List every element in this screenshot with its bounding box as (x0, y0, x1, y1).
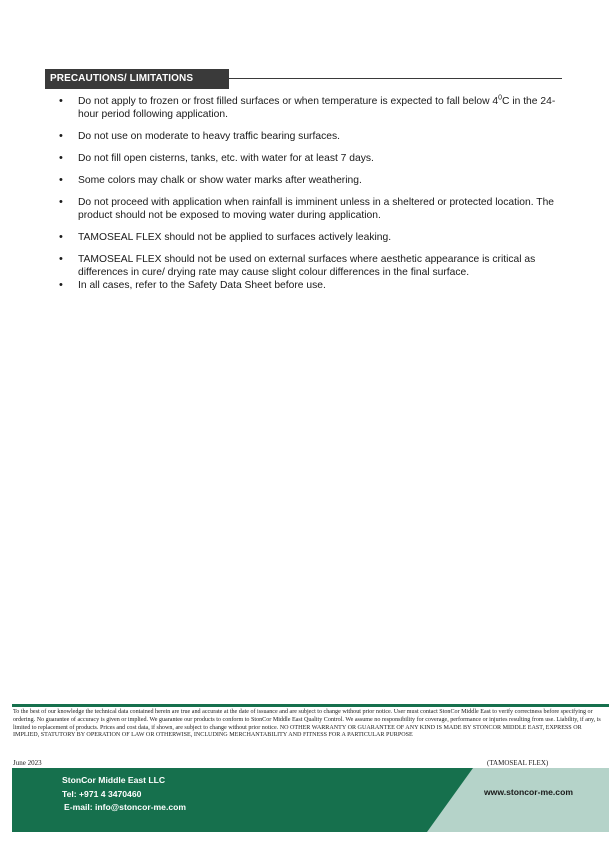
footer-band (12, 768, 609, 832)
list-item: • In all cases, refer to the Safety Data Sheet before use. (59, 279, 564, 292)
section-title: PRECAUTIONS/ LIMITATIONS (45, 69, 229, 89)
section-header (45, 69, 562, 89)
footer-divider (12, 704, 609, 707)
list-item: • Some colors may chalk or show water marks after weathering. (59, 174, 564, 187)
company-contact (62, 774, 186, 815)
list-item: • Do not apply to frozen or frost filled surfaces or when temperature is expected to fall below $4^0C$ in the 24-hour period following application. (59, 95, 564, 121)
list-item: • Do not use on moderate to heavy traffic bearing surfaces. (59, 130, 564, 143)
company-name: StonCor Middle East LLC (62, 775, 166, 785)
section-rule (229, 78, 562, 79)
list-item: • Do not proceed with application when rainfall is imminent unless in a sheltered or protected location. The product should not be exposed to moving water during application. (59, 196, 564, 222)
temperature-superscript: 0 (498, 94, 503, 102)
company-email: E-mail: info@stoncor-me.com (64, 802, 187, 812)
website-link[interactable]: www.stoncor-me.com (484, 787, 573, 797)
precautions-list (59, 95, 564, 301)
disclaimer-text: To the best of our knowledge the technical data contained herein are true and accurate at the date of issuance and are subject to change without prior notice. User must contact StonCor Middle East to verify correctness before specifying or ordering. No guarantee of accuracy is given or implied. We guarantee our products to conform to StonCor Middle East Quality Control. We assume no responsibility for coverage, performance or injuries resulting from use. Liability, if any, is limited to replacement of products. Prices and cost data, if shown, are subject to change without prior notice. NO OTHER WARRANTY OR GUARANTEE OF ANY KIND IS MADE BY STONCOR MIDDLE EAST, EXPRESS OR IMPLIED, STATUTORY BY OPERATION OF LAW OR OTHERWISE, INCLUDING MERCHANTABILITY AND FITNESS FOR A PARTICULAR PURPOSE (13, 709, 601, 739)
list-item: • TAMOSEAL FLEX should not be applied to surfaces actively leaking. (59, 231, 564, 244)
list-item: • Do not fill open cisterns, tanks, etc. with water for at least 7 days. (59, 152, 564, 165)
list-item: • TAMOSEAL FLEX should not be used on external surfaces where aesthetic appearance is critical as differences in cure/ drying rate may cause slight colour differences in the final surface. (59, 253, 564, 279)
issue-date: June 2023 (13, 759, 42, 767)
product-name: (TAMOSEAL FLEX) (487, 759, 549, 767)
company-tel: Tel: +971 4 3470460 (62, 788, 142, 799)
